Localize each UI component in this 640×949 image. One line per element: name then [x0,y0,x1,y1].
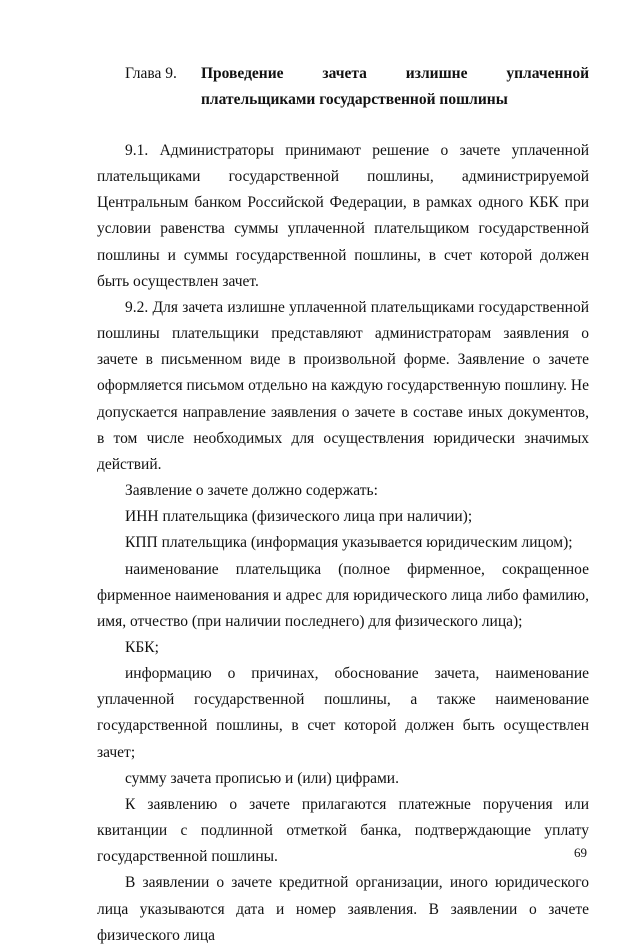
list-item-reasons: информацию о причинах, обоснование зачета, наименование уплаченной государственной пошлины, а также наименование государственной пошлины, в счет которой должен быть осуществлен зачет; [97,665,589,761]
paragraph-credit-org: В заявлении о зачете кредитной организации, иного юридического лица указываются дата и номер заявления. В заявлении о зачете физического лица [97,874,589,944]
list-item-kbk: КБК; [125,638,159,656]
list-item-inn: ИНН плательщика (физического лица при наличии); [125,508,473,526]
paragraph-attachments: К заявлению о зачете прилагаются платежные поручения или квитанции с подлинной отметкой банка, подтверждающие уплату государственной пошлины. [97,795,589,866]
chapter-heading [125,61,589,113]
body-text [97,138,589,949]
list-item-kpp: КПП плательщика (информация указывается юридическим лицом); [125,534,573,552]
chapter-title-line1: Проведение зачета излишне уплаченной [201,65,589,82]
page-number: 69 [574,845,587,860]
paragraph-9-2: 9.2. Для зачета излишне уплаченной плательщиками государственной пошлины плательщики представляют администраторам заявления о зачете в письменном виде в произвольной форме. Заявление о зачете оформляется письмом отдельно на каждую государственную пошлину. Не допускается направление заявления о зачете в составе иных документов, в том числе необходимых для осуществления юридически значимых действий. [97,298,589,473]
paragraph-9-1: 9.1. Администраторы принимают решение о зачете уплаченной плательщиками государственной пошлины, администрируемой Центральным банком Российской Федерации, в рамках одного КБК при условии равенства суммы уплаченной плательщиком государственной пошлины и суммы государственной пошлины, в счет которой должен быть осуществлен зачет. [97,142,589,290]
chapter-label: Глава 9. [125,65,177,82]
list-item-amount: сумму зачета прописью и (или) цифрами. [125,769,399,787]
list-item-name: наименование плательщика (полное фирменное, сокращенное фирменное наименования и адрес для юридического лица либо фамилию, имя, отчество (при наличии последнего) для физического лица); [97,560,589,630]
paragraph-list-intro: Заявление о зачете должно содержать: [125,482,378,500]
chapter-title-line2: плательщиками государственной пошлины [201,91,508,108]
